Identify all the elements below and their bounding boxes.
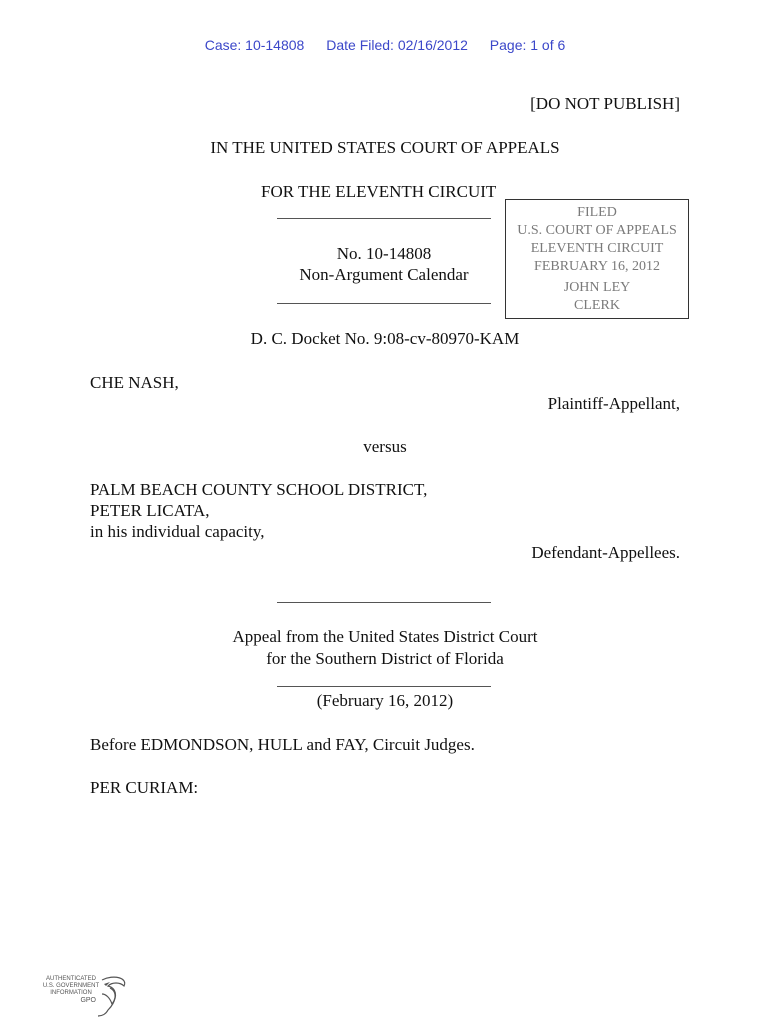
appeal-origin-line2: for the Southern District of Florida bbox=[266, 649, 504, 668]
defendant-licata: PETER LICATA, bbox=[90, 501, 210, 520]
divider-rule-1 bbox=[277, 218, 491, 219]
stamp-date: FEBRUARY 16, 2012 bbox=[534, 259, 660, 274]
filed-stamp bbox=[505, 199, 689, 319]
header-page-number: Page: 1 of 6 bbox=[489, 37, 566, 53]
ecf-header bbox=[0, 37, 770, 53]
versus: versus bbox=[363, 437, 407, 456]
circuit-name: FOR THE ELEVENTH CIRCUIT bbox=[261, 182, 497, 201]
header-case-number: Case: 10-14808 bbox=[204, 37, 305, 53]
divider-rule-4 bbox=[277, 686, 491, 687]
decision-date: (February 16, 2012) bbox=[316, 691, 454, 710]
stamp-filed: FILED bbox=[577, 205, 617, 220]
docket-number: D. C. Docket No. 9:08-cv-80970-KAM bbox=[250, 329, 520, 348]
gpo-authentication-logo bbox=[40, 974, 130, 1018]
plaintiff-name: CHE NASH, bbox=[90, 373, 179, 392]
plaintiff-role: Plaintiff-Appellant, bbox=[547, 394, 680, 413]
gpo-line-authenticated: AUTHENTICATED bbox=[46, 976, 96, 982]
stamp-court: U.S. COURT OF APPEALS bbox=[517, 223, 677, 238]
stamp-clerk-name: JOHN LEY bbox=[563, 280, 631, 295]
eagle-icon bbox=[40, 974, 130, 1018]
gpo-line-information: INFORMATION bbox=[50, 990, 92, 996]
defendant-capacity: in his individual capacity, bbox=[90, 522, 265, 541]
stamp-clerk-title: CLERK bbox=[574, 298, 620, 313]
case-number: No. 10-14808 bbox=[336, 244, 432, 263]
appeal-origin-line1: Appeal from the United States District Court bbox=[232, 627, 538, 646]
defendant-school-district: PALM BEACH COUNTY SCHOOL DISTRICT, bbox=[90, 480, 428, 499]
header-date-filed: Date Filed: 02/16/2012 bbox=[326, 37, 468, 53]
per-curiam: PER CURIAM: bbox=[90, 778, 199, 797]
court-name: IN THE UNITED STATES COURT OF APPEALS bbox=[210, 138, 560, 157]
publish-note: [DO NOT PUBLISH] bbox=[530, 94, 680, 113]
gpo-line-gpo: GPO bbox=[80, 997, 96, 1004]
gpo-line-government: U.S. GOVERNMENT bbox=[42, 983, 100, 989]
divider-rule-2 bbox=[277, 303, 491, 304]
defendant-role: Defendant-Appellees. bbox=[531, 543, 680, 562]
panel-judges: Before EDMONDSON, HULL and FAY, Circuit Judges. bbox=[90, 735, 475, 754]
stamp-circuit: ELEVENTH CIRCUIT bbox=[530, 241, 664, 256]
divider-rule-3 bbox=[277, 602, 491, 603]
calendar-type: Non-Argument Calendar bbox=[299, 265, 469, 284]
